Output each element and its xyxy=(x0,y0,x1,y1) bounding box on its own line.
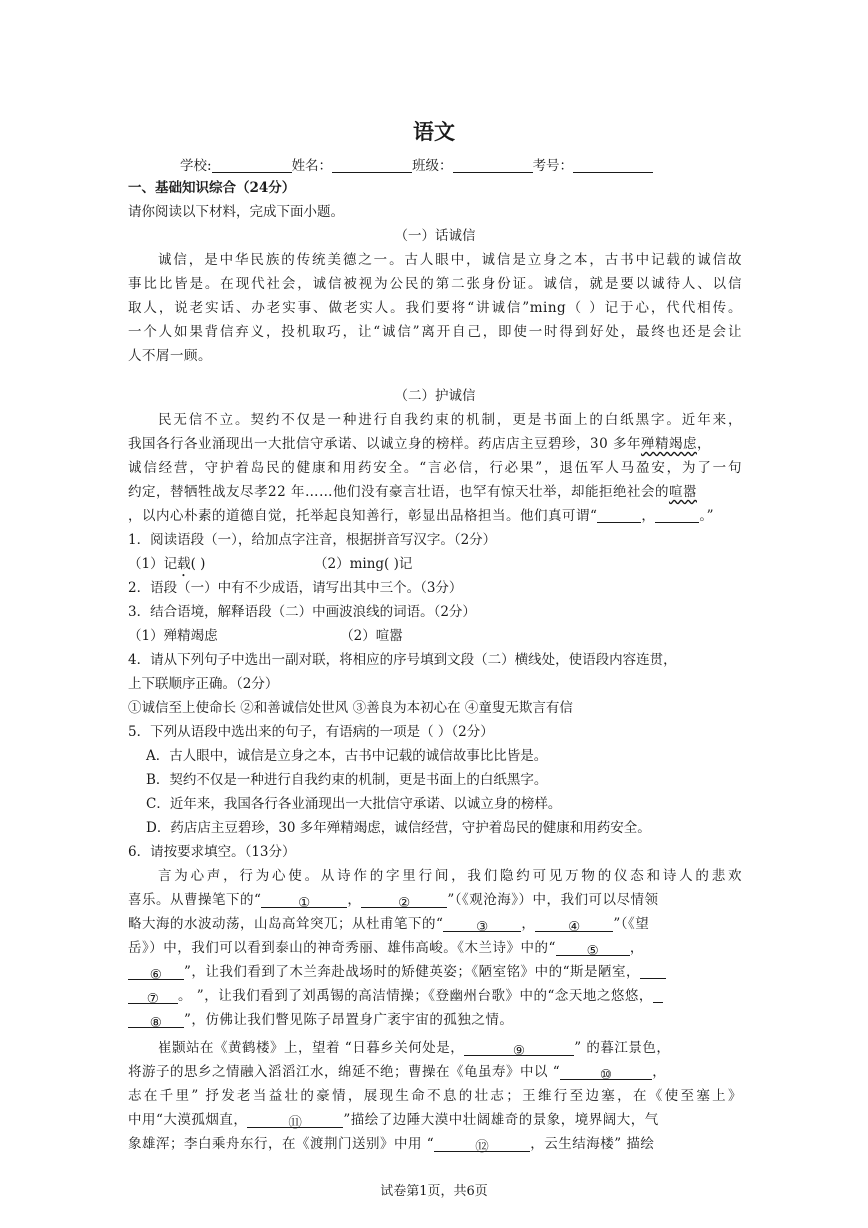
q6-line-8-b: ” 的暮江景色， xyxy=(574,1040,671,1056)
q6-line-12 xyxy=(128,1132,742,1156)
q6-line-8-a: 崔颢站在《黄鹤楼》上，望着 “日暮乡关何处是， xyxy=(158,1040,465,1056)
q1-a-dotted-char: 载 xyxy=(177,556,191,572)
part2-line-2 xyxy=(128,432,742,456)
q5-option-c[interactable]: C．近年来，我国各行各业涌现出一大批信守承诺、以诚立身的榜样。 xyxy=(146,796,562,812)
blank-9[interactable]: ⑨ xyxy=(464,1039,574,1056)
q6-line-6-b: 。 ”，让我们看到了刘禹锡的高洁情操；《登幽州台歌》中的“念天地之悠悠， xyxy=(178,988,653,1004)
q6-line-3-a: 略大海的水波动荡，山岛高耸突兀；从杜甫笔下的“ xyxy=(128,916,444,932)
class-blank[interactable] xyxy=(453,156,533,173)
question-4-options: ①诚信至上使命长 ②和善诚信处世风 ③善良为本初心在 ④童叟无欺言有信 xyxy=(128,700,573,716)
wavy-word-1: 殚精竭虑 xyxy=(640,436,697,452)
blank-1[interactable]: ① xyxy=(261,891,347,908)
q6-line-8 xyxy=(158,1036,742,1060)
q6-line-9-b: ， xyxy=(652,1064,667,1080)
blank-7[interactable]: ⑦ xyxy=(128,987,178,1004)
question-4-line-1: 4．请从下列句子中选出一副对联，将相应的序号填到文段（二）横线处，使语段内容连贯， xyxy=(128,652,677,668)
q1-b[interactable]: （2）ming( )记 xyxy=(314,556,413,572)
question-2: 2．语段（一）中有不少成语，请写出其中三个。（3分） xyxy=(128,580,463,596)
section-heading: 一、基础知识综合（24分） xyxy=(128,180,296,196)
couplet-blank-1[interactable] xyxy=(597,506,641,523)
blank-8-start[interactable] xyxy=(653,986,663,1003)
part1-line-4: 一个人如果背信弃义，投机取巧，让“诚信”离开自己，即使一时得到好处，最终也还是会让 xyxy=(128,324,742,340)
part2-line-5 xyxy=(128,504,742,528)
q3-a: （1）殚精竭虑 xyxy=(128,628,218,644)
q6-comma-1: ， xyxy=(347,892,362,908)
q6-line-1: 言为心声，行为心使。从诗作的字里行间，我们隐约可见万物的仪态和诗人的悲欢 xyxy=(158,868,742,884)
q6-line-6 xyxy=(128,984,742,1008)
blank-5[interactable]: ⑤ xyxy=(556,939,630,956)
blank-6[interactable]: ⑥ xyxy=(128,963,184,980)
blank-4[interactable]: ④ xyxy=(535,915,613,932)
part2-line-5-tail: 。” xyxy=(699,508,715,524)
q6-line-4 xyxy=(128,936,742,960)
question-3-items xyxy=(128,624,742,648)
part1-title: （一）话诚信 xyxy=(394,228,476,244)
q5-option-b[interactable]: B．契约不仅是一种进行自我约束的机制，更是书面上的白纸黑字。 xyxy=(146,772,548,788)
exam-no-label: 考号： xyxy=(532,158,574,174)
school-blank[interactable] xyxy=(212,156,292,173)
question-1: 1．阅读语段（一），给加点字注音，根据拼音写汉字。（2分） xyxy=(128,532,497,548)
name-blank[interactable] xyxy=(332,156,412,173)
q6-line-2-a: 喜乐。从曹操笔下的“ xyxy=(128,892,262,908)
q6-line-5-b: ”，让我们看到了木兰奔赴战场时的矫健英姿；《陋室铭》中的“斯是陋室， xyxy=(184,964,641,980)
q5-option-d[interactable]: D．药店店主豆碧珍，30 多年殚精竭虑，诚信经营，守护着岛民的健康和用药安全。 xyxy=(146,820,651,836)
part2-line-1: 民无信不立。契约不仅是一种进行自我约束的机制，更是书面上的白纸黑字。近年来， xyxy=(158,412,742,428)
part2-line-5-text: ，以内心朴素的道德自觉，托举起良知善行，彰显出品格担当。他们真可谓“ xyxy=(128,508,598,524)
blank-3[interactable]: ③ xyxy=(443,915,521,932)
part2-line-4-text: 约定，替牺牲战友尽孝22 年……他们没有豪言壮语，也罕有惊天壮举，却能拒绝社会的 xyxy=(128,484,669,500)
blank-2[interactable]: ② xyxy=(361,891,447,908)
wavy-word-2: 喧嚣 xyxy=(668,484,697,500)
q6-line-4-a: 岳》）中，我们可以看到泰山的神奇秀丽、雄伟高峻。《木兰诗》中的“ xyxy=(128,940,556,956)
q6-line-2-b: ”（《观沧海》）中，我们可以尽情领 xyxy=(447,892,659,908)
q6-line-12-a: 象雄浑；李白乘舟东行，在《渡荆门送别》中用 “ xyxy=(128,1136,435,1152)
question-3: 3．结合语境，解释语段（二）中画波浪线的词语。（2分） xyxy=(128,604,476,620)
school-label: 学校: xyxy=(180,158,212,174)
part2-line-4 xyxy=(128,480,742,504)
question-6: 6．请按要求填空。（13分） xyxy=(128,844,296,860)
q1-a-answer[interactable]: ( ) xyxy=(190,556,206,572)
blank-12[interactable]: ⑫ xyxy=(434,1135,530,1152)
blank-8[interactable]: ⑧ xyxy=(128,1011,184,1028)
exam-no-blank[interactable] xyxy=(573,156,653,173)
q6-line-12-b: ，云生结海楼” 描绘 xyxy=(530,1136,655,1152)
part2-line-2-text: 我国各行各业涌现出一大批信守承诺、以诚立身的榜样。药店店主豆碧珍，30 多年 xyxy=(128,436,641,452)
q1-a-prefix: （1）记 xyxy=(128,556,178,572)
blank-7-start[interactable] xyxy=(640,962,666,979)
part1-line-2: 事比比皆是。在现代社会，诚信被视为公民的第二张身份证。诚信，就是要以诚待人、以信 xyxy=(128,276,742,292)
section-intro: 请你阅读以下材料，完成下面小题。 xyxy=(128,204,344,220)
page-title: 语文 xyxy=(413,119,455,144)
part2-line-2-tail: ， xyxy=(696,436,711,452)
q6-line-2 xyxy=(128,888,742,912)
q6-line-10: 志在千里” 抒发老当益壮的豪情，展现生命不息的壮志；王维行至边塞，在《使至塞上》 xyxy=(128,1088,742,1104)
blank-10[interactable]: ⑩ xyxy=(560,1063,652,1080)
q6-line-3 xyxy=(128,912,742,936)
q6-line-7-b: ”，仿佛让我们瞥见陈子昂置身广袤宇宙的孤独之情。 xyxy=(184,1012,514,1028)
q5-option-a[interactable]: A．古人眼中，诚信是立身之本，古书中记载的诚信故事比比皆是。 xyxy=(146,748,548,764)
couplet-blank-2[interactable] xyxy=(655,506,699,523)
q6-line-9-a: 将游子的思乡之情融入滔滔江水，绵延不绝；曹操在《龟虽寿》中以 “ xyxy=(128,1064,561,1080)
blank-11[interactable]: ⑪ xyxy=(247,1111,343,1128)
question-4-line-2: 上下联顺序正确。（2分） xyxy=(128,676,279,692)
q6-line-11-a: 中用“大漠孤烟直， xyxy=(128,1112,248,1128)
q6-line-11 xyxy=(128,1108,742,1132)
q6-comma-3: ， xyxy=(521,916,536,932)
part1-line-5: 人不屑一顾。 xyxy=(128,348,212,364)
part1-line-1: 诚信，是中华民族的传统美德之一。古人眼中，诚信是立身之本，古书中记载的诚信故 xyxy=(158,252,742,268)
part1-line-3: 取人，说老实话、办老实事、做老实人。我们要将“讲诚信”ming（ ）记于心，代代相传。 xyxy=(128,300,742,316)
q6-line-5 xyxy=(128,960,742,984)
q3-b: （2）喧嚣 xyxy=(340,628,403,644)
q6-line-11-b: ”描绘了边陲大漠中壮阔雄奇的景象，境界阔大，气 xyxy=(343,1112,659,1128)
q6-comma-5: ， xyxy=(629,940,644,956)
question-5: 5．下列从语段中选出来的句子，有语病的一项是（ ）（2分） xyxy=(128,724,494,740)
name-label: 姓名： xyxy=(291,158,333,174)
class-label: 班级： xyxy=(412,158,453,174)
student-info-row xyxy=(180,154,740,178)
part2-title: （二）护诚信 xyxy=(394,388,476,404)
couplet-sep: ， xyxy=(641,508,656,524)
q6-line-7 xyxy=(128,1008,742,1032)
part2-line-3: 诚信经营，守护着岛民的健康和用药安全。“言必信，行必果”，退伍军人马盈安，为了一句 xyxy=(128,460,742,476)
q6-line-9 xyxy=(128,1060,742,1084)
q6-line-3-b: ”（《望 xyxy=(613,916,650,932)
page-footer: 试卷第1页，共6页 xyxy=(380,1184,488,1199)
